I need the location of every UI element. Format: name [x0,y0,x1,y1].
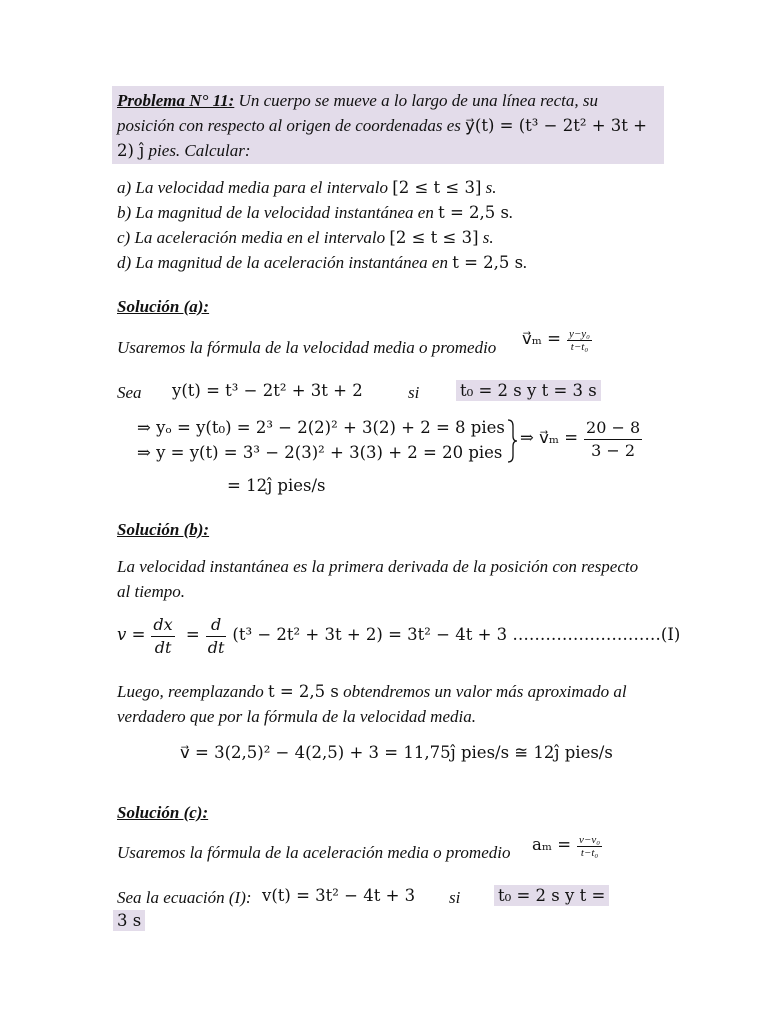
position-equation-end: 2) ĵ [117,141,145,160]
solution-b-paragraph-1: La velocidad instantánea es la primera derivada de la posición con respecto [117,557,639,576]
solution-a-intro: Usaremos la fórmula de la velocidad media o promedio [117,338,497,357]
question-c: c) La aceleración media en el intervalo [2 ≤ t ≤ 3] s. [117,228,494,247]
solution-c-heading: Solución (c): [117,803,209,822]
time-condition-c-line-2: 3 s [113,910,145,931]
solution-c-intro: Usaremos la fórmula de la aceleración media o promedio [117,843,511,862]
solution-b-heading: Solución (b): [117,520,210,539]
position-function: y(t) = t³ − 2t² + 3t + 2 [172,381,363,400]
solution-b-paragraph-2: al tiempo. [117,582,185,601]
am-formula: aₘ = $\frac{\text{v−v₀}}{\text{t−t₀}}$ [532,834,601,859]
curly-brace [506,418,518,464]
derivative-equation: v = $\frac{dx}{dt}$ = $\frac{d}{dt}$ (t³ − 2t² + 3t + 2) = 3t² − 4t + 3 ………………………(I) [117,615,681,657]
instant-velocity-result: v⃗ = 3(2,5)² − 4(2,5) + 3 = 11,75ĵ pies/s ≅ 12ĵ pies/s [180,743,613,762]
problem-statement-1: Un cuerpo se mueve a lo largo de una línea recta, su [234,91,598,110]
question-d: d) La magnitud de la aceleración instantánea en t = 2,5 s. [117,253,528,272]
sea-label: Sea [117,383,142,402]
vm-result: ⇒ v⃗ₘ = $\frac{20 - 8}{3 - 2}$ [520,418,641,460]
solution-a-heading: Solución (a): [117,297,210,316]
velocity-function: v(t) = 3t² − 4t + 3 [262,886,416,905]
question-a: a) La velocidad media para el intervalo [2 ≤ t ≤ 3] s. [117,178,497,197]
vm-formula: v⃗ₘ = $\frac{\text{y−y₀}}{\text{t−t₀}}$ [522,328,590,353]
problem-line-1 [117,91,598,111]
sea-ecuacion-label: Sea la ecuación (I): [117,888,252,907]
si-label: si [408,383,420,402]
y0-evaluation: ⇒ yₒ = y(t₀) = 2³ − 2(2)² + 3(2) + 2 = 8 pies [137,418,505,437]
question-b: b) La magnitud de la velocidad instantánea en t = 2,5 s. [117,203,514,222]
si-label-c: si [449,888,461,907]
vm-final-value: = 12ĵ pies/s [227,476,326,495]
time-interval-condition: t₀ = 2 s y t = 3 s [456,380,601,401]
problem-statement-3: pies. Calcular: [144,141,251,160]
time-condition-c-line-1: t₀ = 2 s y t = [494,885,609,906]
luego-line-2: verdadero que por la fórmula de la velocidad media. [117,707,476,726]
y-evaluation: ⇒ y = y(t) = 3³ − 2(3)² + 3(3) + 2 = 20 pies [137,443,503,462]
problem-label: Problema N° 11: [117,91,235,110]
luego-line-1: Luego, reemplazando t = 2,5 s obtendremos un valor más aproximado al [117,682,627,701]
problem-line-2 [117,116,647,136]
position-equation: y⃗(t) = (t³ − 2t² + 3t + [465,116,647,135]
problem-statement-2: posición con respecto al origen de coordenadas es [117,116,466,135]
problem-line-3 [117,141,251,161]
